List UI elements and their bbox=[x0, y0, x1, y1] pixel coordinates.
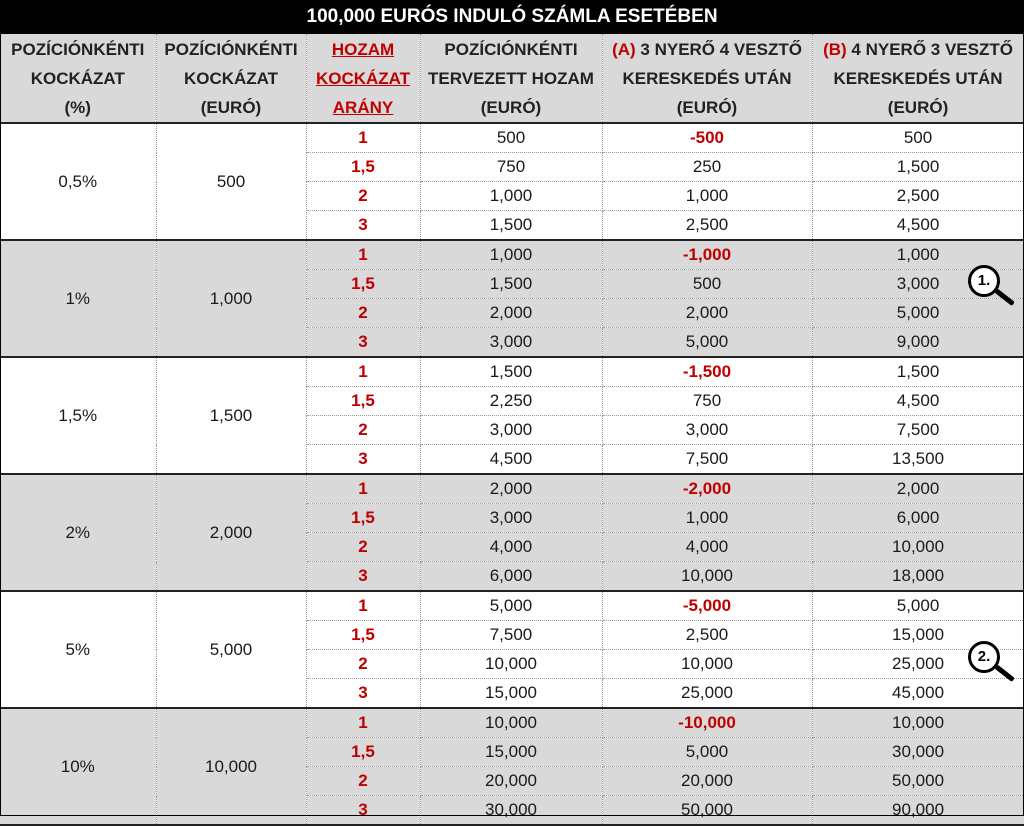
header-scenario-b: (B) 4 NYERŐ 3 VESZTŐ KERESKEDÉS UTÁN (EURÓ) bbox=[812, 34, 1024, 123]
scenario-b-cell: 90,000 bbox=[812, 796, 1024, 826]
planned-return-cell: 5,000 bbox=[420, 591, 602, 621]
planned-return-cell: 3,000 bbox=[420, 328, 602, 358]
ratio-cell: 2 bbox=[306, 299, 420, 328]
ratio-cell: 3 bbox=[306, 211, 420, 241]
planned-return-cell: 2,000 bbox=[420, 299, 602, 328]
planned-return-cell: 10,000 bbox=[420, 708, 602, 738]
planned-return-cell: 15,000 bbox=[420, 679, 602, 709]
ratio-cell: 1 bbox=[306, 240, 420, 270]
scenario-a-cell: -10,000 bbox=[602, 708, 812, 738]
ratio-cell: 3 bbox=[306, 796, 420, 826]
ratio-cell: 3 bbox=[306, 328, 420, 358]
scenario-a-cell: 25,000 bbox=[602, 679, 812, 709]
scenario-b-cell: 6,000 bbox=[812, 504, 1024, 533]
ratio-cell: 3 bbox=[306, 445, 420, 475]
scenario-b-cell: 4,500 bbox=[812, 387, 1024, 416]
planned-return-cell: 10,000 bbox=[420, 650, 602, 679]
ratio-cell: 2 bbox=[306, 533, 420, 562]
magnifier-icon: 2. bbox=[968, 641, 1000, 673]
scenario-b-cell: 15,000 bbox=[812, 621, 1024, 650]
ratio-cell: 1,5 bbox=[306, 270, 420, 299]
magnifier-icon: 1. bbox=[968, 265, 1000, 297]
planned-return-cell: 1,500 bbox=[420, 357, 602, 387]
scenario-a-cell: 5,000 bbox=[602, 738, 812, 767]
scenario-a-cell: 3,000 bbox=[602, 416, 812, 445]
marker-2 bbox=[968, 641, 1020, 675]
planned-return-cell: 500 bbox=[420, 123, 602, 153]
scenario-b-cell: 3,000 bbox=[812, 270, 1024, 299]
planned-return-cell: 3,000 bbox=[420, 504, 602, 533]
scenario-b-cell: 500 bbox=[812, 123, 1024, 153]
ratio-cell: 2 bbox=[306, 182, 420, 211]
scenario-a-cell: 5,000 bbox=[602, 328, 812, 358]
scenario-a-cell: 10,000 bbox=[602, 650, 812, 679]
scenario-a-cell: 1,000 bbox=[602, 182, 812, 211]
ratio-cell: 1,5 bbox=[306, 504, 420, 533]
risk-pct-cell: 1% bbox=[0, 240, 156, 357]
ratio-cell: 1,5 bbox=[306, 387, 420, 416]
ratio-cell: 1,5 bbox=[306, 153, 420, 182]
table-row bbox=[0, 591, 1024, 621]
scenario-a-cell: 10,000 bbox=[602, 562, 812, 592]
risk-pct-cell: 0,5% bbox=[0, 123, 156, 240]
risk-eur-cell: 10,000 bbox=[156, 708, 306, 825]
scenario-b-cell: 30,000 bbox=[812, 738, 1024, 767]
scenario-b-cell: 10,000 bbox=[812, 708, 1024, 738]
scenario-a-cell: 500 bbox=[602, 270, 812, 299]
ratio-cell: 2 bbox=[306, 416, 420, 445]
scenario-b-cell: 2,000 bbox=[812, 474, 1024, 504]
planned-return-cell: 750 bbox=[420, 153, 602, 182]
ratio-cell: 1,5 bbox=[306, 621, 420, 650]
planned-return-cell: 30,000 bbox=[420, 796, 602, 826]
table-title: 100,000 EURÓS INDULÓ SZÁMLA ESETÉBEN bbox=[0, 0, 1024, 34]
scenario-b-cell: 50,000 bbox=[812, 767, 1024, 796]
planned-return-cell: 15,000 bbox=[420, 738, 602, 767]
ratio-cell: 3 bbox=[306, 562, 420, 592]
scenario-b-cell: 2,500 bbox=[812, 182, 1024, 211]
scenario-a-cell: 750 bbox=[602, 387, 812, 416]
planned-return-cell: 1,000 bbox=[420, 240, 602, 270]
planned-return-cell: 4,000 bbox=[420, 533, 602, 562]
planned-return-cell: 7,500 bbox=[420, 621, 602, 650]
risk-eur-cell: 1,000 bbox=[156, 240, 306, 357]
marker-1 bbox=[968, 265, 1020, 299]
scenario-b-cell: 45,000 bbox=[812, 679, 1024, 709]
risk-pct-cell: 10% bbox=[0, 708, 156, 825]
planned-return-cell: 4,500 bbox=[420, 445, 602, 475]
scenario-b-cell: 10,000 bbox=[812, 533, 1024, 562]
table-row bbox=[0, 357, 1024, 387]
planned-return-cell: 20,000 bbox=[420, 767, 602, 796]
scenario-b-cell: 13,500 bbox=[812, 445, 1024, 475]
scenario-b-cell: 18,000 bbox=[812, 562, 1024, 592]
scenario-b-cell: 5,000 bbox=[812, 299, 1024, 328]
scenario-a-cell: -500 bbox=[602, 123, 812, 153]
scenario-b-cell: 5,000 bbox=[812, 591, 1024, 621]
header-reward-risk-ratio: HOZAM KOCKÁZAT ARÁNY bbox=[306, 34, 420, 123]
scenario-a-cell: -5,000 bbox=[602, 591, 812, 621]
scenario-b-cell: 1,000 bbox=[812, 240, 1024, 270]
ratio-cell: 1 bbox=[306, 591, 420, 621]
risk-eur-cell: 2,000 bbox=[156, 474, 306, 591]
ratio-cell: 2 bbox=[306, 650, 420, 679]
table-row bbox=[0, 474, 1024, 504]
scenario-a-cell: 4,000 bbox=[602, 533, 812, 562]
scenario-a-cell: 250 bbox=[602, 153, 812, 182]
table-row bbox=[0, 123, 1024, 153]
header-risk-eur: POZÍCIÓNKÉNTI KOCKÁZAT (EURÓ) bbox=[156, 34, 306, 123]
scenario-a-cell: -1,000 bbox=[602, 240, 812, 270]
scenario-b-cell: 4,500 bbox=[812, 211, 1024, 241]
table-body bbox=[0, 123, 1024, 825]
risk-eur-cell: 500 bbox=[156, 123, 306, 240]
scenario-a-cell: 2,000 bbox=[602, 299, 812, 328]
ratio-cell: 1 bbox=[306, 123, 420, 153]
scenario-a-cell: 1,000 bbox=[602, 504, 812, 533]
planned-return-cell: 3,000 bbox=[420, 416, 602, 445]
scenario-a-cell: 2,500 bbox=[602, 211, 812, 241]
planned-return-cell: 6,000 bbox=[420, 562, 602, 592]
scenario-b-cell: 7,500 bbox=[812, 416, 1024, 445]
scenario-b-cell: 1,500 bbox=[812, 357, 1024, 387]
scenario-b-cell: 1,500 bbox=[812, 153, 1024, 182]
header-risk-pct: POZÍCIÓNKÉNTI KOCKÁZAT (%) bbox=[0, 34, 156, 123]
planned-return-cell: 1,500 bbox=[420, 270, 602, 299]
ratio-cell: 1,5 bbox=[306, 738, 420, 767]
ratio-cell: 2 bbox=[306, 767, 420, 796]
scenario-a-cell: 7,500 bbox=[602, 445, 812, 475]
ratio-cell: 1 bbox=[306, 357, 420, 387]
scenario-b-cell: 9,000 bbox=[812, 328, 1024, 358]
planned-return-cell: 2,250 bbox=[420, 387, 602, 416]
header-scenario-a: (A) 3 NYERŐ 4 VESZTŐ KERESKEDÉS UTÁN (EURÓ) bbox=[602, 34, 812, 123]
table-row bbox=[0, 708, 1024, 738]
scenario-a-cell: 50,000 bbox=[602, 796, 812, 826]
planned-return-cell: 2,000 bbox=[420, 474, 602, 504]
scenario-b-cell: 25,000 bbox=[812, 650, 1024, 679]
ratio-cell: 1 bbox=[306, 474, 420, 504]
risk-eur-cell: 1,500 bbox=[156, 357, 306, 474]
ratio-cell: 1 bbox=[306, 708, 420, 738]
planned-return-cell: 1,500 bbox=[420, 211, 602, 241]
scenario-a-cell: -1,500 bbox=[602, 357, 812, 387]
table-row bbox=[0, 240, 1024, 270]
risk-pct-cell: 2% bbox=[0, 474, 156, 591]
scenario-a-cell: 20,000 bbox=[602, 767, 812, 796]
header-planned-return: POZÍCIÓNKÉNTI TERVEZETT HOZAM (EURÓ) bbox=[420, 34, 602, 123]
planned-return-cell: 1,000 bbox=[420, 182, 602, 211]
risk-pct-cell: 5% bbox=[0, 591, 156, 708]
ratio-cell: 3 bbox=[306, 679, 420, 709]
scenario-a-cell: 2,500 bbox=[602, 621, 812, 650]
risk-eur-cell: 5,000 bbox=[156, 591, 306, 708]
risk-pct-cell: 1,5% bbox=[0, 357, 156, 474]
scenario-a-cell: -2,000 bbox=[602, 474, 812, 504]
